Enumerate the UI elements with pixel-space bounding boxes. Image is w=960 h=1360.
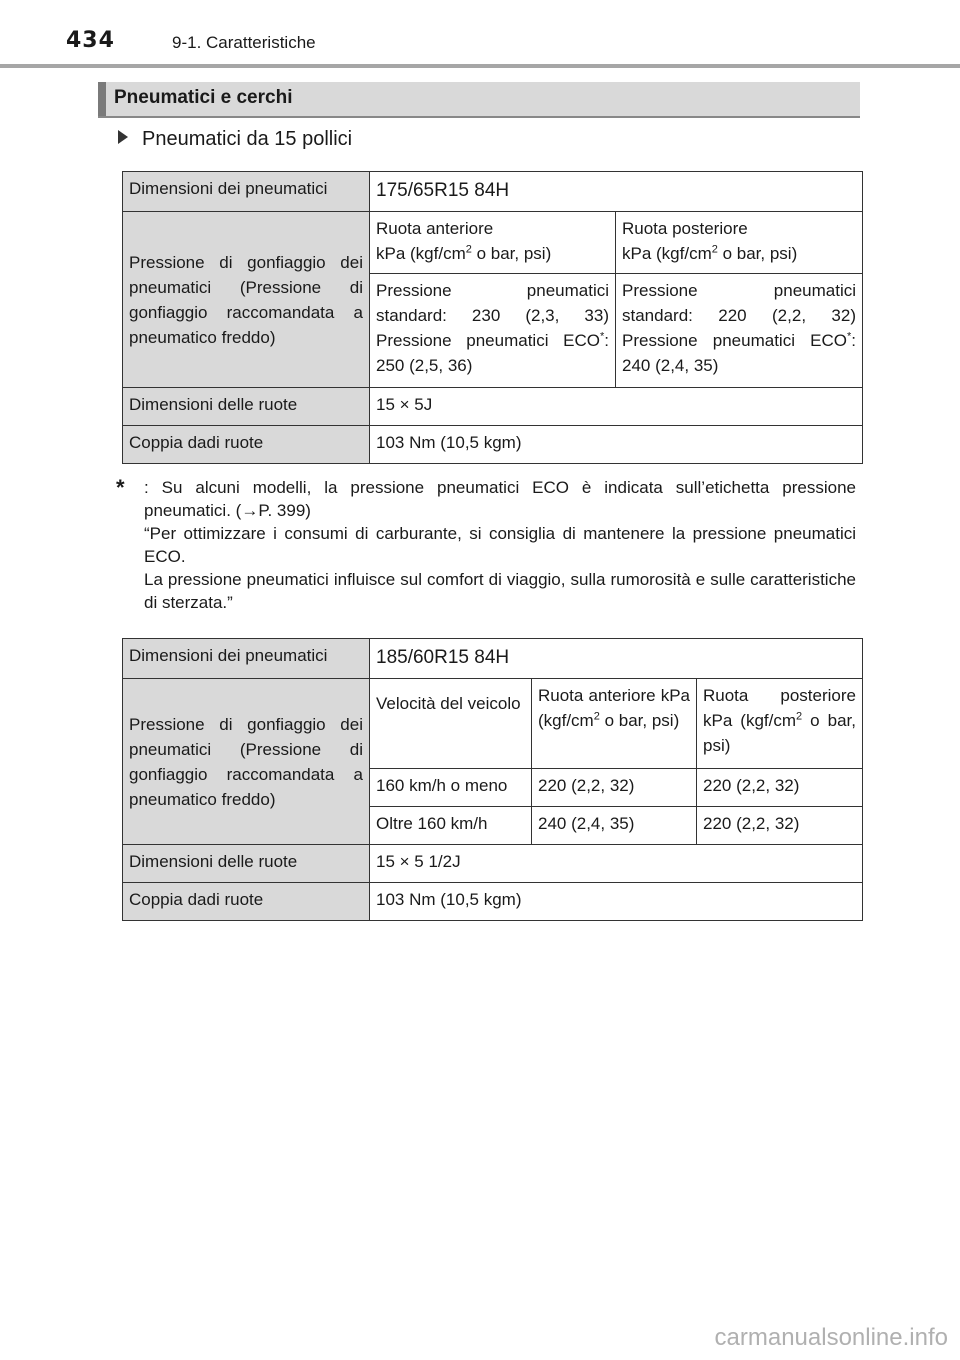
torque-label: Coppia dadi ruote [123, 426, 370, 464]
front-wheel-header [532, 679, 697, 769]
superscript: 2 [465, 243, 472, 256]
rear-eco-value: : 240 (2,4, 35) [622, 331, 857, 375]
table-row [123, 679, 863, 769]
section-header [98, 82, 860, 118]
rear-pressure-values [616, 274, 863, 388]
rear-header-unit-rest: o bar, psi) [717, 244, 798, 263]
wheel-size-value: 15 × 5J [370, 388, 863, 426]
rear-eco-label: Pressione pneumatici ECO [622, 331, 847, 350]
speed-cell: Oltre 160 km/h [370, 807, 532, 845]
rear-wheel-header [697, 679, 863, 769]
table-row [123, 212, 863, 274]
asterisk-mark: * [599, 330, 605, 343]
rear-pressure-cell: 220 (2,2, 32) [697, 807, 863, 845]
rear-header-unit-rest: o bar, psi) [703, 711, 856, 755]
torque-label: Coppia dadi ruote [123, 883, 370, 921]
front-pressure-values [370, 274, 616, 388]
front-standard-pressure: Pressione pneumatici standard: 230 (2,3, 33) [376, 281, 609, 325]
speed-cell: 160 km/h o meno [370, 769, 532, 807]
triangle-bullet-icon [118, 130, 128, 144]
tire-size-value: 185/60R15 84H [370, 639, 863, 679]
footnote-line-1: : Su alcuni modelli, la pressione pneumatici ECO è indicata sull’etichetta pressione pneumatici. (→P. 399) [144, 478, 856, 520]
front-wheel-header [370, 212, 616, 274]
rear-wheel-header [616, 212, 863, 274]
table-row [123, 388, 863, 426]
tire-spec-table-1 [122, 171, 863, 464]
front-header-unit-rest: o bar, psi) [471, 244, 552, 263]
superscript: 2 [711, 243, 718, 256]
speed-header: Velocità del veicolo [370, 679, 532, 769]
pressure-label: Pressione di gonfiaggio dei pneumatici (Pressione di gonfiaggio raccomandata a pneumatico freddo) [123, 212, 370, 388]
wheel-size-label: Dimensioni delle ruote [123, 388, 370, 426]
section-title: Pneumatici e cerchi [114, 87, 293, 108]
watermark: carmanualsonline.info [714, 1324, 948, 1351]
footnote [116, 476, 856, 614]
rear-header-line1: Ruota posteriore [622, 219, 748, 238]
superscript: 2 [796, 710, 803, 723]
table-row [123, 426, 863, 464]
subsection-title: Pneumatici da 15 pollici [142, 128, 353, 150]
front-pressure-cell: 240 (2,4, 35) [532, 807, 697, 845]
wheel-size-label: Dimensioni delle ruote [123, 845, 370, 883]
torque-value: 103 Nm (10,5 kgm) [370, 426, 863, 464]
asterisk-mark: * [847, 330, 852, 343]
front-header-unit-rest: o bar, psi) [599, 711, 680, 730]
table-row [123, 172, 863, 212]
rear-header-text: Ruota posteriore kPa (kgf/cm [703, 686, 856, 730]
tire-size-label: Dimensioni dei pneumatici [123, 172, 370, 212]
tire-size-label: Dimensioni dei pneumatici [123, 639, 370, 679]
front-eco-value: : 250 (2,5, 36) [376, 331, 609, 375]
rear-header-unit: kPa (kgf/cm [622, 244, 712, 263]
subsection-heading [118, 128, 352, 151]
rear-standard-pressure: Pressione pneumatici standard: 220 (2,2, 32) [622, 281, 857, 325]
tire-spec-table-2 [122, 638, 863, 921]
front-header-text: Ruota anteriore kPa (kgf/cm [538, 686, 690, 730]
front-pressure-cell: 220 (2,2, 32) [532, 769, 697, 807]
page-number: 434 [66, 28, 115, 53]
tire-size-value: 175/65R15 84H [370, 172, 863, 212]
footnote-line-3: La pressione pneumatici influisce sul comfort di viaggio, sulla rumorosità e sulle caratteristiche di sterzata.” [144, 570, 856, 612]
chapter-title: 9-1. Caratteristiche [172, 33, 316, 52]
front-eco-label: Pressione pneumatici ECO [376, 331, 600, 350]
section-marker [98, 82, 106, 116]
table-row [123, 639, 863, 679]
header-divider [0, 64, 960, 68]
rear-pressure-cell: 220 (2,2, 32) [697, 769, 863, 807]
superscript: 2 [593, 710, 600, 723]
wheel-size-value: 15 × 5 1/2J [370, 845, 863, 883]
footnote-line-2: “Per ottimizzare i consumi di carburante, si consiglia di mantenere la pressione pneumatici ECO. [144, 524, 856, 566]
pressure-label: Pressione di gonfiaggio dei pneumatici (Pressione di gonfiaggio raccomandata a pneumatico freddo) [123, 679, 370, 845]
footnote-asterisk: * [116, 475, 125, 500]
torque-value: 103 Nm (10,5 kgm) [370, 883, 863, 921]
front-header-unit: kPa (kgf/cm [376, 244, 466, 263]
table-row [123, 845, 863, 883]
table-row [123, 883, 863, 921]
front-header-line1: Ruota anteriore [376, 219, 494, 238]
